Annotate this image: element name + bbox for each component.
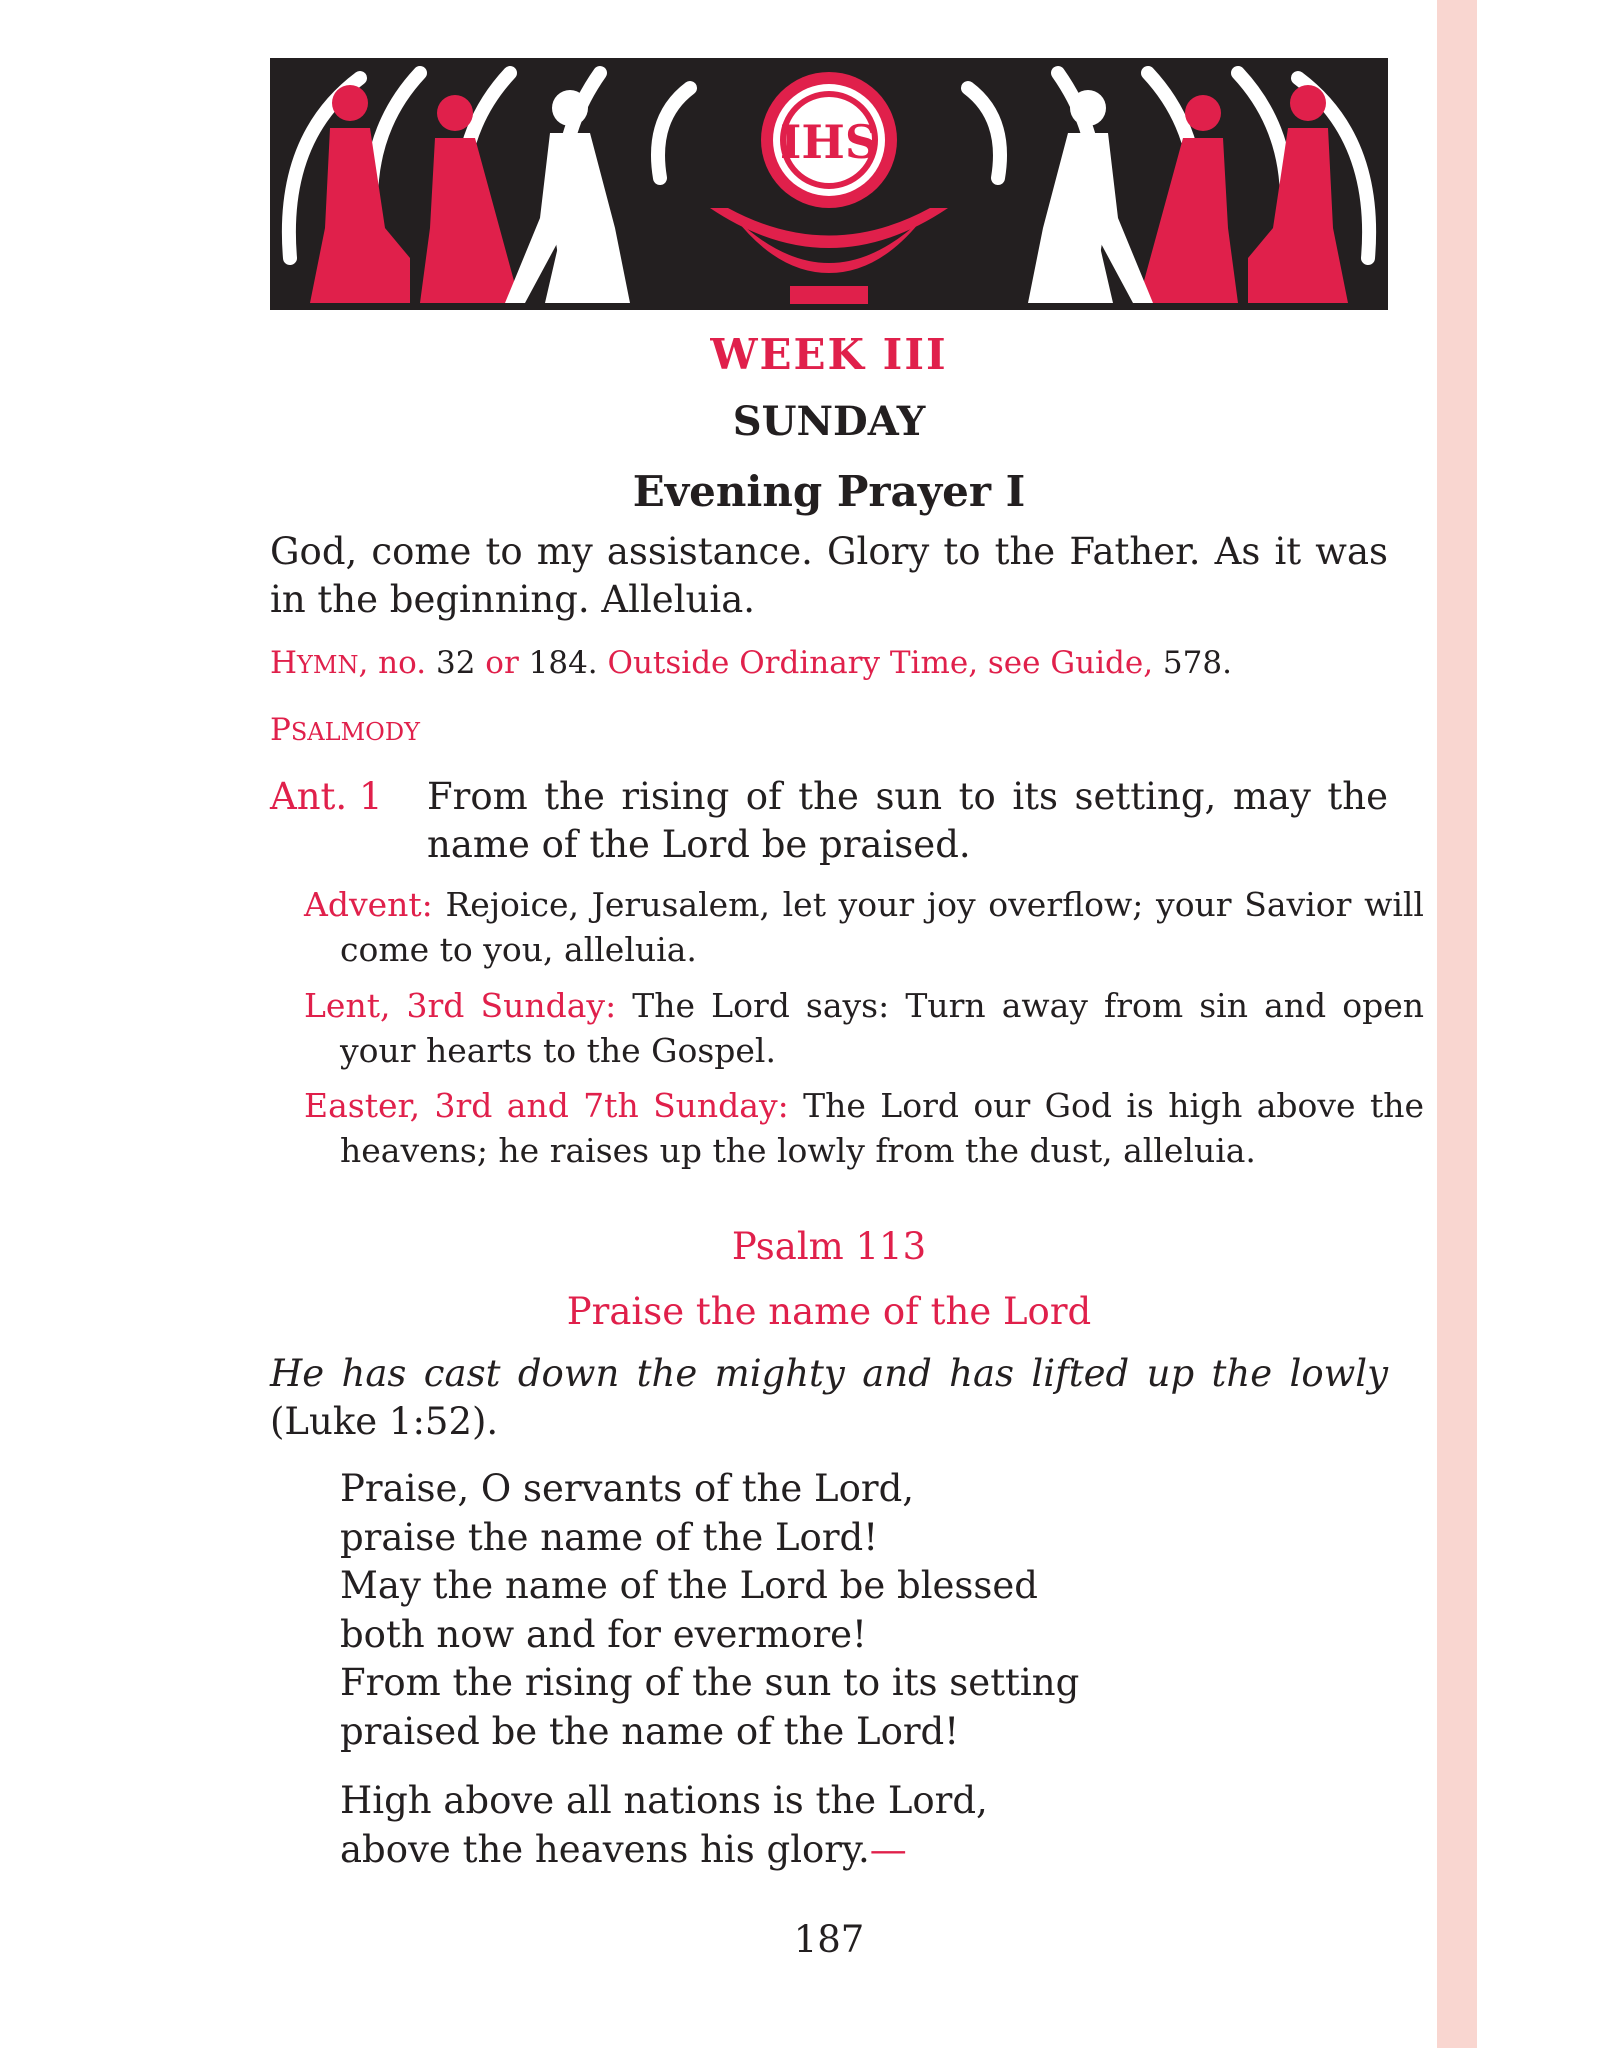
hymn-page-ref: 578.	[1162, 645, 1232, 681]
motto-reference: (Luke 1:52).	[270, 1400, 499, 1443]
verse-line: High above all nations is the Lord,	[340, 1779, 988, 1822]
seasonal-label: Lent, 3rd Sunday:	[304, 986, 617, 1025]
hymn-label-first: H	[270, 645, 298, 681]
hymn-or: or	[485, 645, 519, 681]
seasonal-antiphon-advent	[304, 882, 1424, 972]
continuation-mark: —	[869, 1827, 907, 1871]
verse-line: May the name of the Lord be blessed	[340, 1564, 1038, 1607]
psalmody-first-letter: P	[270, 712, 291, 748]
seasonal-text: The Lord our God is high above the heavens; he raises up the lowly from the dust, alleluia.	[340, 1086, 1424, 1170]
verse-line: From the rising of the sun to its setting	[340, 1661, 1080, 1704]
seasonal-antiphon-lent	[304, 983, 1424, 1073]
office-heading: Evening Prayer I	[632, 467, 1026, 516]
psalmody-heading	[270, 710, 1388, 752]
hymn-label-no: , no.	[358, 645, 427, 681]
psalm-motto	[270, 1350, 1388, 1446]
seasonal-label: Easter, 3rd and 7th Sunday:	[304, 1086, 789, 1125]
verse-line: praise the name of the Lord!	[340, 1515, 879, 1559]
psalmody-rest: SALMODY	[290, 718, 420, 746]
ihs-banner-illustration	[270, 58, 1388, 310]
seasonal-text: The Lord says: Turn away from sin and open your hearts to the Gospel.	[340, 986, 1424, 1070]
antiphon-text: From the rising of the sun to its setting, may the name of the Lord be praised.	[427, 775, 1388, 866]
hymn-outside-rubric: Outside Ordinary Time, see Guide,	[607, 645, 1154, 681]
psalm-title: Praise the name of the Lord	[566, 1290, 1092, 1333]
antiphon-label: Ant. 1	[270, 775, 383, 818]
ihs-monogram: IHS	[779, 115, 879, 169]
page-number: 187	[793, 1918, 865, 1961]
seasonal-label: Advent:	[304, 885, 433, 924]
introductory-verse: God, come to my assistance. Glory to the Father. As it was in the beginning. Alleluia.	[270, 530, 1388, 621]
psalm-stanza-1	[340, 1465, 1340, 1756]
hymn-number-2: 184.	[528, 645, 598, 681]
week-heading: WEEK III	[710, 330, 948, 379]
verse-line: Praise, O servants of the Lord,	[340, 1467, 915, 1510]
seasonal-antiphon-easter	[304, 1083, 1424, 1173]
day-heading: SUNDAY	[732, 398, 926, 445]
verse-line: both now and for evermore!	[340, 1612, 867, 1656]
seasonal-text: Rejoice, Jerusalem, let your joy overflow; your Savior will come to you, alleluia.	[340, 885, 1424, 969]
psalm-number: Psalm 113	[731, 1225, 927, 1268]
page-edge-band	[1437, 0, 1477, 2048]
verse-line: praised be the name of the Lord!	[340, 1709, 960, 1753]
hymn-number-1: 32	[435, 645, 476, 681]
hymn-rubric	[270, 643, 1388, 685]
verse-line: above the heavens his glory.	[340, 1827, 870, 1871]
verse-line-with-mark	[340, 1826, 1340, 1875]
psalm-stanza-2	[340, 1777, 1340, 1874]
motto-text: He has cast down the mighty and has lifted up the lowly	[270, 1352, 1388, 1395]
hymn-label-rest: YMN	[297, 651, 359, 679]
